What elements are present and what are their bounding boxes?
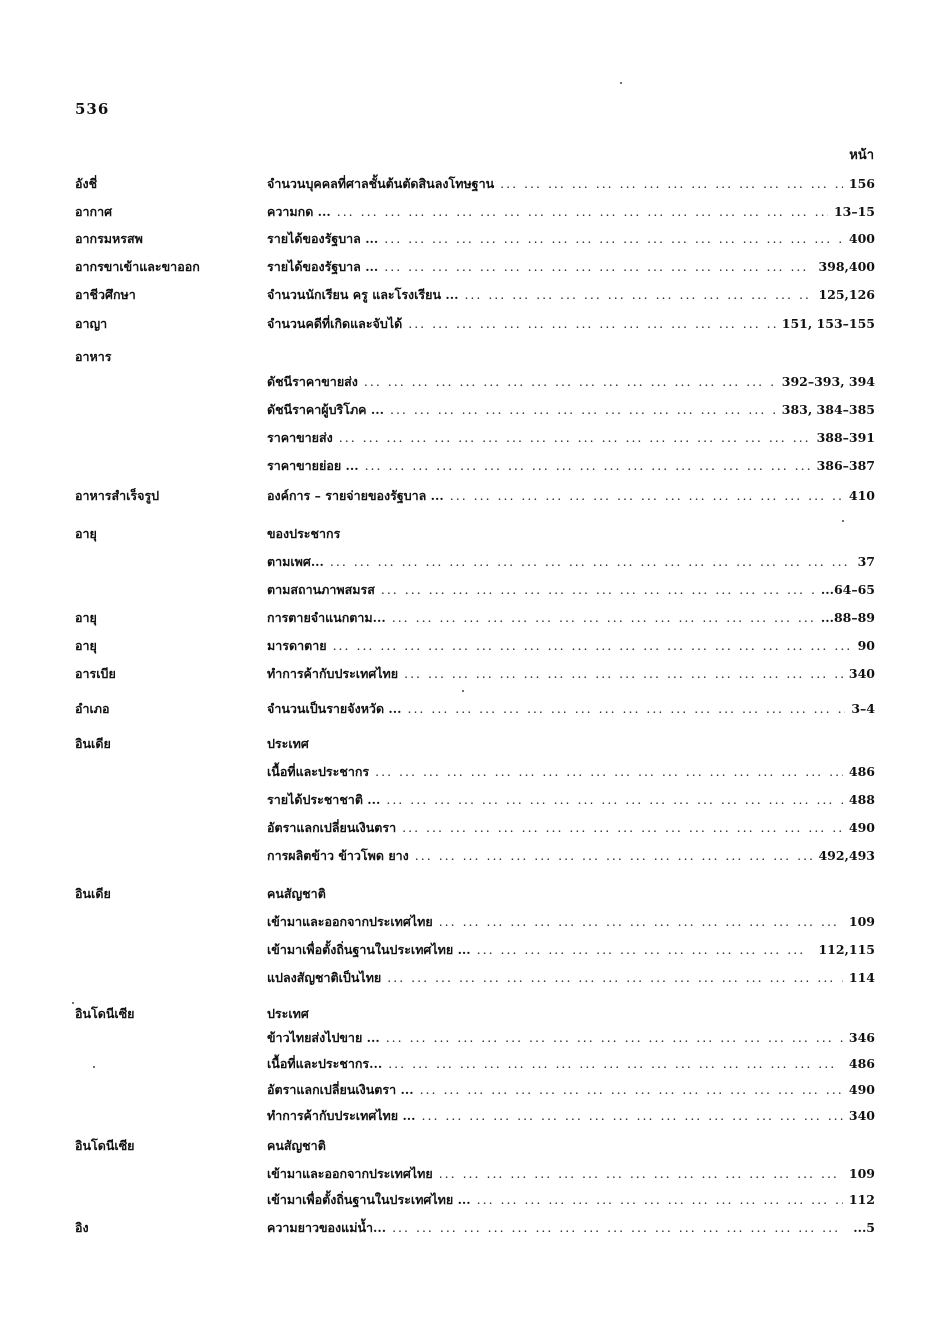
dot-leader (439, 1162, 843, 1186)
index-row (75, 732, 875, 756)
index-description: จำนวนนักเรียน ครู และโรงเรียน ... (267, 287, 459, 302)
index-topic: อายุ (75, 610, 97, 625)
index-pages: 490 (848, 820, 875, 835)
index-entry (267, 172, 875, 196)
index-description: อัตราแลกเปลี่ยนเงินตรา ... (267, 1082, 414, 1097)
dot-leader (387, 966, 843, 990)
index-pages: 388–391 (816, 430, 875, 445)
index-topic: อังชี่ (75, 176, 98, 191)
index-pages: 125,126 (818, 287, 875, 302)
dot-leader (364, 370, 776, 394)
index-description: การผลิตข้าว ข้าวโพด ยาง (267, 848, 409, 863)
index-description: ราคาขายส่ง (267, 430, 333, 445)
scan-speck (620, 82, 622, 84)
index-row (75, 816, 875, 840)
index-description: รายได้ประชาชาติ ... (267, 792, 381, 807)
index-entry (267, 1052, 875, 1076)
index-row (75, 227, 875, 251)
index-pages: 398,400 (818, 259, 875, 274)
index-entry (267, 1188, 875, 1212)
page-number: 536 (75, 100, 110, 118)
dot-leader (422, 1104, 843, 1128)
dot-leader (477, 1188, 843, 1212)
index-entry (267, 484, 875, 508)
dot-leader (450, 484, 843, 508)
index-topic: อากรขาเข้าและขาออก (75, 259, 200, 274)
index-pages: 383, 384–385 (781, 402, 875, 417)
index-row (75, 1134, 875, 1158)
index-description: เนื้อที่และประชากร (267, 764, 370, 779)
index-entry (267, 844, 875, 868)
index-row (75, 484, 875, 508)
index-description: เข้ามาเพื่อตั้งถิ่นฐานในประเทศไทย ... (267, 1192, 471, 1207)
index-topic: อิง (75, 1220, 89, 1235)
dot-leader (365, 454, 811, 478)
index-row (75, 634, 875, 658)
index-description: เนื้อที่และประชากร... (267, 1056, 383, 1071)
index-description: จำนวนเป็นรายจังหวัด ... (267, 701, 402, 716)
index-pages: 340 (848, 1108, 875, 1123)
index-topic: อินเดีย (75, 736, 111, 751)
index-entry (267, 1134, 875, 1158)
index-entry (267, 550, 875, 574)
index-description: เข้ามาและออกจากประเทศไทย (267, 1166, 433, 1181)
index-entry (267, 760, 875, 784)
index-description: ดัชนีราคาผู้บริโภค ... (267, 402, 384, 417)
index-row (75, 1052, 875, 1076)
index-topic: อายุ (75, 526, 97, 541)
index-description: จำนวนคดีที่เกิดและจับได้ (267, 316, 403, 331)
index-row (75, 255, 875, 279)
index-topic: อาหาร (75, 349, 112, 364)
index-entry (267, 578, 875, 602)
index-pages: 392–393, 394 (781, 374, 875, 389)
index-description: ทำการค้ากับประเทศไทย ... (267, 1108, 416, 1123)
index-description: มารดาตาย (267, 638, 327, 653)
index-entry (267, 788, 875, 812)
index-pages: 340 (848, 666, 875, 681)
index-pages: 488 (848, 792, 875, 807)
index-entry (267, 910, 875, 934)
dot-leader (337, 200, 828, 224)
index-row (75, 844, 875, 868)
index-topic: อายุ (75, 638, 97, 653)
index-row (75, 1026, 875, 1050)
dot-leader (388, 1052, 843, 1076)
index-pages: 112,115 (818, 942, 875, 957)
index-row (75, 938, 875, 962)
scan-speck (93, 1066, 95, 1068)
index-row (75, 788, 875, 812)
index-entry (267, 606, 875, 630)
dot-leader (384, 227, 843, 251)
index-description: เข้ามาเพื่อตั้งถิ่นฐานในประเทศไทย ... (267, 942, 471, 957)
index-pages: 90 (857, 638, 875, 653)
dot-leader (375, 760, 843, 784)
index-description: ตามเพศ... (267, 554, 324, 569)
index-description: ประเทศ (267, 1006, 309, 1021)
dot-leader (333, 634, 852, 658)
index-entry (267, 634, 875, 658)
dot-leader (392, 1216, 847, 1240)
index-pages: 346 (848, 1030, 875, 1045)
dot-leader (381, 578, 815, 602)
index-description: ตามสถานภาพสมรส (267, 582, 375, 597)
index-row (75, 606, 875, 630)
index-description: คนสัญชาติ (267, 1138, 326, 1153)
index-topic: อาชีวศึกษา (75, 287, 136, 302)
index-entry (267, 1162, 875, 1186)
index-entry (267, 1026, 875, 1050)
index-topic: อินโดนีเซีย (75, 1138, 135, 1153)
dot-leader (386, 788, 843, 812)
dot-leader (384, 255, 812, 279)
index-entry (267, 1078, 875, 1102)
dot-leader (404, 662, 843, 686)
index-description: รายได้ของรัฐบาล ... (267, 231, 379, 246)
index-topic: อำเภอ (75, 701, 110, 716)
index-pages: 410 (848, 488, 875, 503)
index-row (75, 910, 875, 934)
dot-leader (500, 172, 843, 196)
index-description: องค์การ – รายจ่ายของรัฐบาล ... (267, 488, 444, 503)
index-row (75, 966, 875, 990)
page-column-header: หน้า (849, 148, 874, 163)
index-entry (267, 966, 875, 990)
index-pages: 492,493 (818, 848, 875, 863)
index-pages: 112 (848, 1192, 875, 1207)
index-entry (267, 1104, 875, 1128)
index-description: คนสัญชาติ (267, 886, 326, 901)
index-row (75, 1078, 875, 1102)
index-row (75, 172, 875, 196)
index-pages: 109 (848, 914, 875, 929)
index-pages: 13–15 (833, 204, 875, 219)
index-entry (267, 283, 875, 307)
dot-leader (390, 398, 776, 422)
index-row (75, 662, 875, 686)
index-description: ราคาขายย่อย ... (267, 458, 359, 473)
index-row (75, 550, 875, 574)
index-entry (267, 732, 875, 756)
index-row (75, 283, 875, 307)
index-row (75, 1216, 875, 1240)
index-description: การตายจำแนกตาม... (267, 610, 386, 625)
index-row (75, 760, 875, 784)
dot-leader (415, 844, 813, 868)
dot-leader (420, 1078, 843, 1102)
index-pages: ...64–65 (820, 582, 875, 597)
index-entry (267, 522, 875, 546)
index-description: รายได้ของรัฐบาล ... (267, 259, 379, 274)
index-description: แปลงสัญชาติเป็นไทย (267, 970, 382, 985)
index-description: ความยาวของแม่น้ำ... (267, 1220, 387, 1235)
index-topic: อาหารสำเร็จรูป (75, 488, 160, 503)
index-pages: 37 (857, 554, 875, 569)
dot-leader (386, 1026, 843, 1050)
index-description: จำนวนบุคคลที่ศาลชั้นต้นตัดสินลงโทษฐาน (267, 176, 495, 191)
index-entry (267, 1002, 875, 1026)
index-row (75, 578, 875, 602)
index-entry (267, 662, 875, 686)
dot-leader (407, 697, 845, 721)
index-topic: อินเดีย (75, 886, 111, 901)
index-pages: 400 (848, 231, 875, 246)
index-entry (267, 938, 875, 962)
dot-leader (392, 606, 815, 630)
index-pages: 490 (848, 1082, 875, 1097)
index-description: ทำการค้ากับประเทศไทย (267, 666, 399, 681)
index-row (75, 882, 875, 906)
index-description: ความกด ... (267, 204, 331, 219)
index-description: อัตราแลกเปลี่ยนเงินตรา (267, 820, 397, 835)
index-pages: 151, 153–155 (781, 316, 875, 331)
scan-speck (462, 690, 464, 692)
dot-leader (408, 312, 776, 336)
index-topic: อากาศ (75, 204, 113, 219)
index-entry (267, 370, 875, 394)
index-row (75, 398, 875, 422)
index-row (75, 1188, 875, 1212)
index-topic: อารเบีย (75, 666, 116, 681)
index-description: เข้ามาและออกจากประเทศไทย (267, 914, 433, 929)
index-row (75, 522, 875, 546)
index-row (75, 1002, 875, 1026)
index-row (75, 454, 875, 478)
index-entry (267, 454, 875, 478)
index-row (75, 1104, 875, 1128)
index-pages: 109 (848, 1166, 875, 1181)
index-pages: 386–387 (816, 458, 875, 473)
index-entry (267, 426, 875, 450)
index-pages: 156 (848, 176, 875, 191)
index-pages: 114 (848, 970, 875, 985)
index-entry (267, 816, 875, 840)
index-topic: อาญา (75, 316, 108, 331)
index-pages: ...88–89 (820, 610, 875, 625)
index-row (75, 370, 875, 394)
index-row (75, 312, 875, 336)
index-entry (267, 200, 875, 224)
index-entry (267, 312, 875, 336)
index-pages: 486 (848, 1056, 875, 1071)
index-entry (267, 697, 875, 721)
dot-leader (464, 283, 812, 307)
index-description: ของประชากร (267, 526, 341, 541)
dot-leader (339, 426, 811, 450)
index-pages: 486 (848, 764, 875, 779)
index-row (75, 1162, 875, 1186)
index-row (75, 200, 875, 224)
index-entry (267, 255, 875, 279)
index-description: ดัชนีราคาขายส่ง (267, 374, 358, 389)
scan-speck (842, 520, 844, 522)
dot-leader (477, 938, 813, 962)
index-entry (267, 398, 875, 422)
index-entry (267, 1216, 875, 1240)
index-topic: อากรมหรสพ (75, 231, 143, 246)
dot-leader (439, 910, 843, 934)
index-pages: 3–4 (851, 701, 875, 716)
index-description: ข้าวไทยส่งไปขาย ... (267, 1030, 380, 1045)
index-row (75, 345, 875, 369)
scan-speck (72, 1002, 74, 1004)
dot-leader (402, 816, 843, 840)
index-topic: อินโดนีเซีย (75, 1006, 135, 1021)
index-row (75, 697, 875, 721)
index-pages: ...5 (853, 1220, 875, 1235)
index-row (75, 426, 875, 450)
index-entry (267, 227, 875, 251)
dot-leader (330, 550, 852, 574)
index-entry (267, 882, 875, 906)
index-description: ประเทศ (267, 736, 309, 751)
